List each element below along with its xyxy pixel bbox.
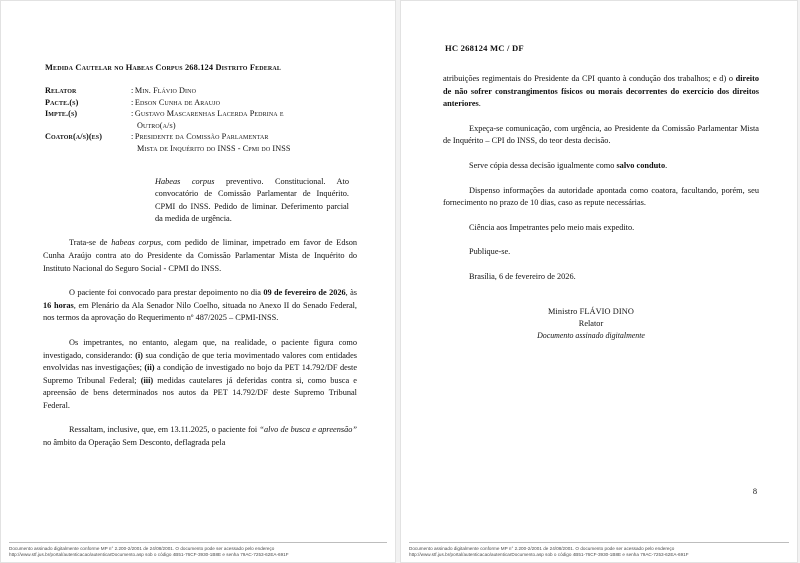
party-value [131,131,359,153]
party-value [131,97,359,108]
text-run: a condição de investigado no bojo da PET 14.792/DF deste Supremo Tribunal Federal; [43,363,357,385]
page-1-footer [9,542,387,558]
footer-line-1: Documento assinado digitalmente conforme MP n° 2.200-2/2001 de 24/08/2001. O documento pode ser acessado pelo endereço [9,545,275,551]
colon-separator: : [131,86,134,95]
paragraph-ciencia [437,222,761,235]
paragraph-paciente-convocado [37,287,359,325]
party-row [45,131,359,153]
text-run: Ciência aos Impetrantes pelo meio mais expedito. [469,222,635,232]
emphasis-bold: (i) [135,350,143,360]
signature-block [437,306,761,343]
footer-line-2: http://www.stf.jus.br/portal/autenticacao/autenticarDocumento.asp sob o código 4B51-76CF-3930-1B8E e senha 79AC-7253-62EA-691F [9,551,289,557]
text-run: Ressaltam, inclusive, que, em 13.11.2025, o paciente foi [69,425,260,435]
text-run: Serve cópia dessa decisão igualmente como [469,160,617,170]
emphasis-bold: (iii) [140,375,154,385]
party-label: Relator [45,86,77,95]
text-run: no âmbito da Operação Sem Desconto, deflagrada pela [43,438,226,448]
party-value-text: Edson Cunha de Araujo [134,97,221,107]
party-value-text: Min. Flávio Dino [134,86,197,95]
party-row [45,97,359,108]
emphasis-italic: “alvo de busca e apreensão” [259,425,357,435]
ementa-italic-lead: Habeas corpus [155,176,215,186]
party-value [131,85,359,96]
ementa-text: preventivo. Constitucional. Ato convocatório de Comissão Parlamentar de Inquérito. CPMI do INSS. Pedido de liminar. Deferimento parcial da medida de urgência. [155,176,349,223]
footer-line-2: http://www.stf.jus.br/portal/autenticacao/autenticarDocumento.asp sob o código 4B51-76CF-3930-1B8E e senha 79AC-7253-62EA-691F [409,551,689,557]
text-run: Os impetrantes, no entanto, alegam que, na realidade, o paciente figura como investigado, considerando: [43,337,357,360]
party-value [131,108,359,130]
party-row [45,85,359,96]
party-value-text: Presidente da Comissão Parlamentar [134,132,269,142]
party-value-text: Gustavo Mascarenhas Lacerda Pedrina e [134,109,284,119]
page-2-footer [409,542,789,558]
page-number: 8 [752,487,757,496]
text-run: medidas cautelares já deferidas contra si, como busca e apreensão de bens determinados nos autos da PET 14.792/DF deste Supremo Tribunal Federal. [43,375,357,410]
page-1-content [1,1,395,450]
paragraph-ressaltam [37,424,359,449]
paragraph-publique-se [437,246,761,259]
document-page-2 [400,0,798,563]
text-run: Dispenso informações da autoridade apontada como coatora, facultando, porém, seu fornecimento no prazo de 10 dias, caso as repute necessárias. [443,185,759,208]
text-run: , às [345,288,358,298]
party-value-continuation: Mista de Inquérito do INSS - Cpmi do INSS [137,143,291,153]
text-run: sua condição de que teria movimentado valores com entidades envolvidas nas investigações; [43,350,357,373]
footer-line-1: Documento assinado digitalmente conforme MP n° 2.200-2/2001 de 24/08/2001. O documento pode ser acessado pelo endereço [409,545,675,551]
text-run: O paciente foi convocado para prestar depoimento no dia [69,288,264,298]
signature-name: Ministro FLÁVIO DINO [548,306,634,316]
party-value-continuation: Outro(a/s) [137,120,176,130]
document-page-1 [0,0,396,563]
emphasis-bold: direito de não sofrer constrangimentos físicos ou morais decorrentes do exercício dos direitos anteriores [443,74,759,109]
page-header-case-number: HC 268124 MC / DF [445,43,524,53]
text-run: . [665,160,668,170]
party-label: Pacte.(s) [45,97,79,107]
party-row [45,108,359,130]
paragraph-atribuicoes [437,73,761,111]
text-run: Expeça-se comunicação, com urgência, ao Presidente da Comissão Parlamentar Mista de Inquérito – CPI do INSS, do teor desta decisão. [443,123,759,146]
text-run: , com pedido de liminar, impetrado em favor de Edson Cunha Araújo contra ato do Presidente da Comissão Parlamentar Mista de Inquérito do Instituto Nacional do Seguro Social - CPMI do INSS. [43,238,357,273]
party-label: Coator(a/s)(es) [45,132,103,142]
page-title: Medida Cautelar no Habeas Corpus 268.124 Distrito Federal [45,63,282,72]
emphasis-bold: 09 de fevereiro de 2026 [263,288,346,298]
signature-digital-note: Documento assinado digitalmente [537,331,645,341]
emphasis-bold: (ii) [144,363,155,373]
paragraph-expeca-se [437,123,761,148]
paragraph-brasilia-date [437,271,761,284]
text-run: , em Plenário da Ala Senador Nilo Coelho, situada no Anexo II do Senado Federal, nos termos da aprovação do Requerimento nº 487/2025 – CPMI-INSS. [43,300,357,323]
text-run: . [478,99,481,109]
parties-table [37,85,359,154]
ementa-block [155,176,349,226]
emphasis-bold: 16 horas [43,300,74,310]
paragraph-trata-se [37,237,359,275]
colon-separator: : [131,132,134,142]
text-run: Trata-se de [69,238,112,248]
colon-separator: : [131,97,134,107]
colon-separator: : [131,109,134,119]
text-run: Publique-se. [469,247,511,257]
paragraph-impetrantes [37,337,359,413]
page-2-content [401,1,797,343]
party-label: Imptе.(s) [45,109,78,119]
text-run: Brasília, 6 de fevereiro de 2026. [469,271,576,281]
signature-role: Relator [578,318,604,328]
paragraph-serve-copia [437,160,761,173]
emphasis-bold: salvo conduto [616,160,666,170]
emphasis-italic: habeas corpus [111,238,162,248]
paragraph-dispenso [437,185,761,210]
text-run: atribuições regimentais do Presidente da CPI quanto à condução dos trabalhos; e d) o [443,74,736,83]
